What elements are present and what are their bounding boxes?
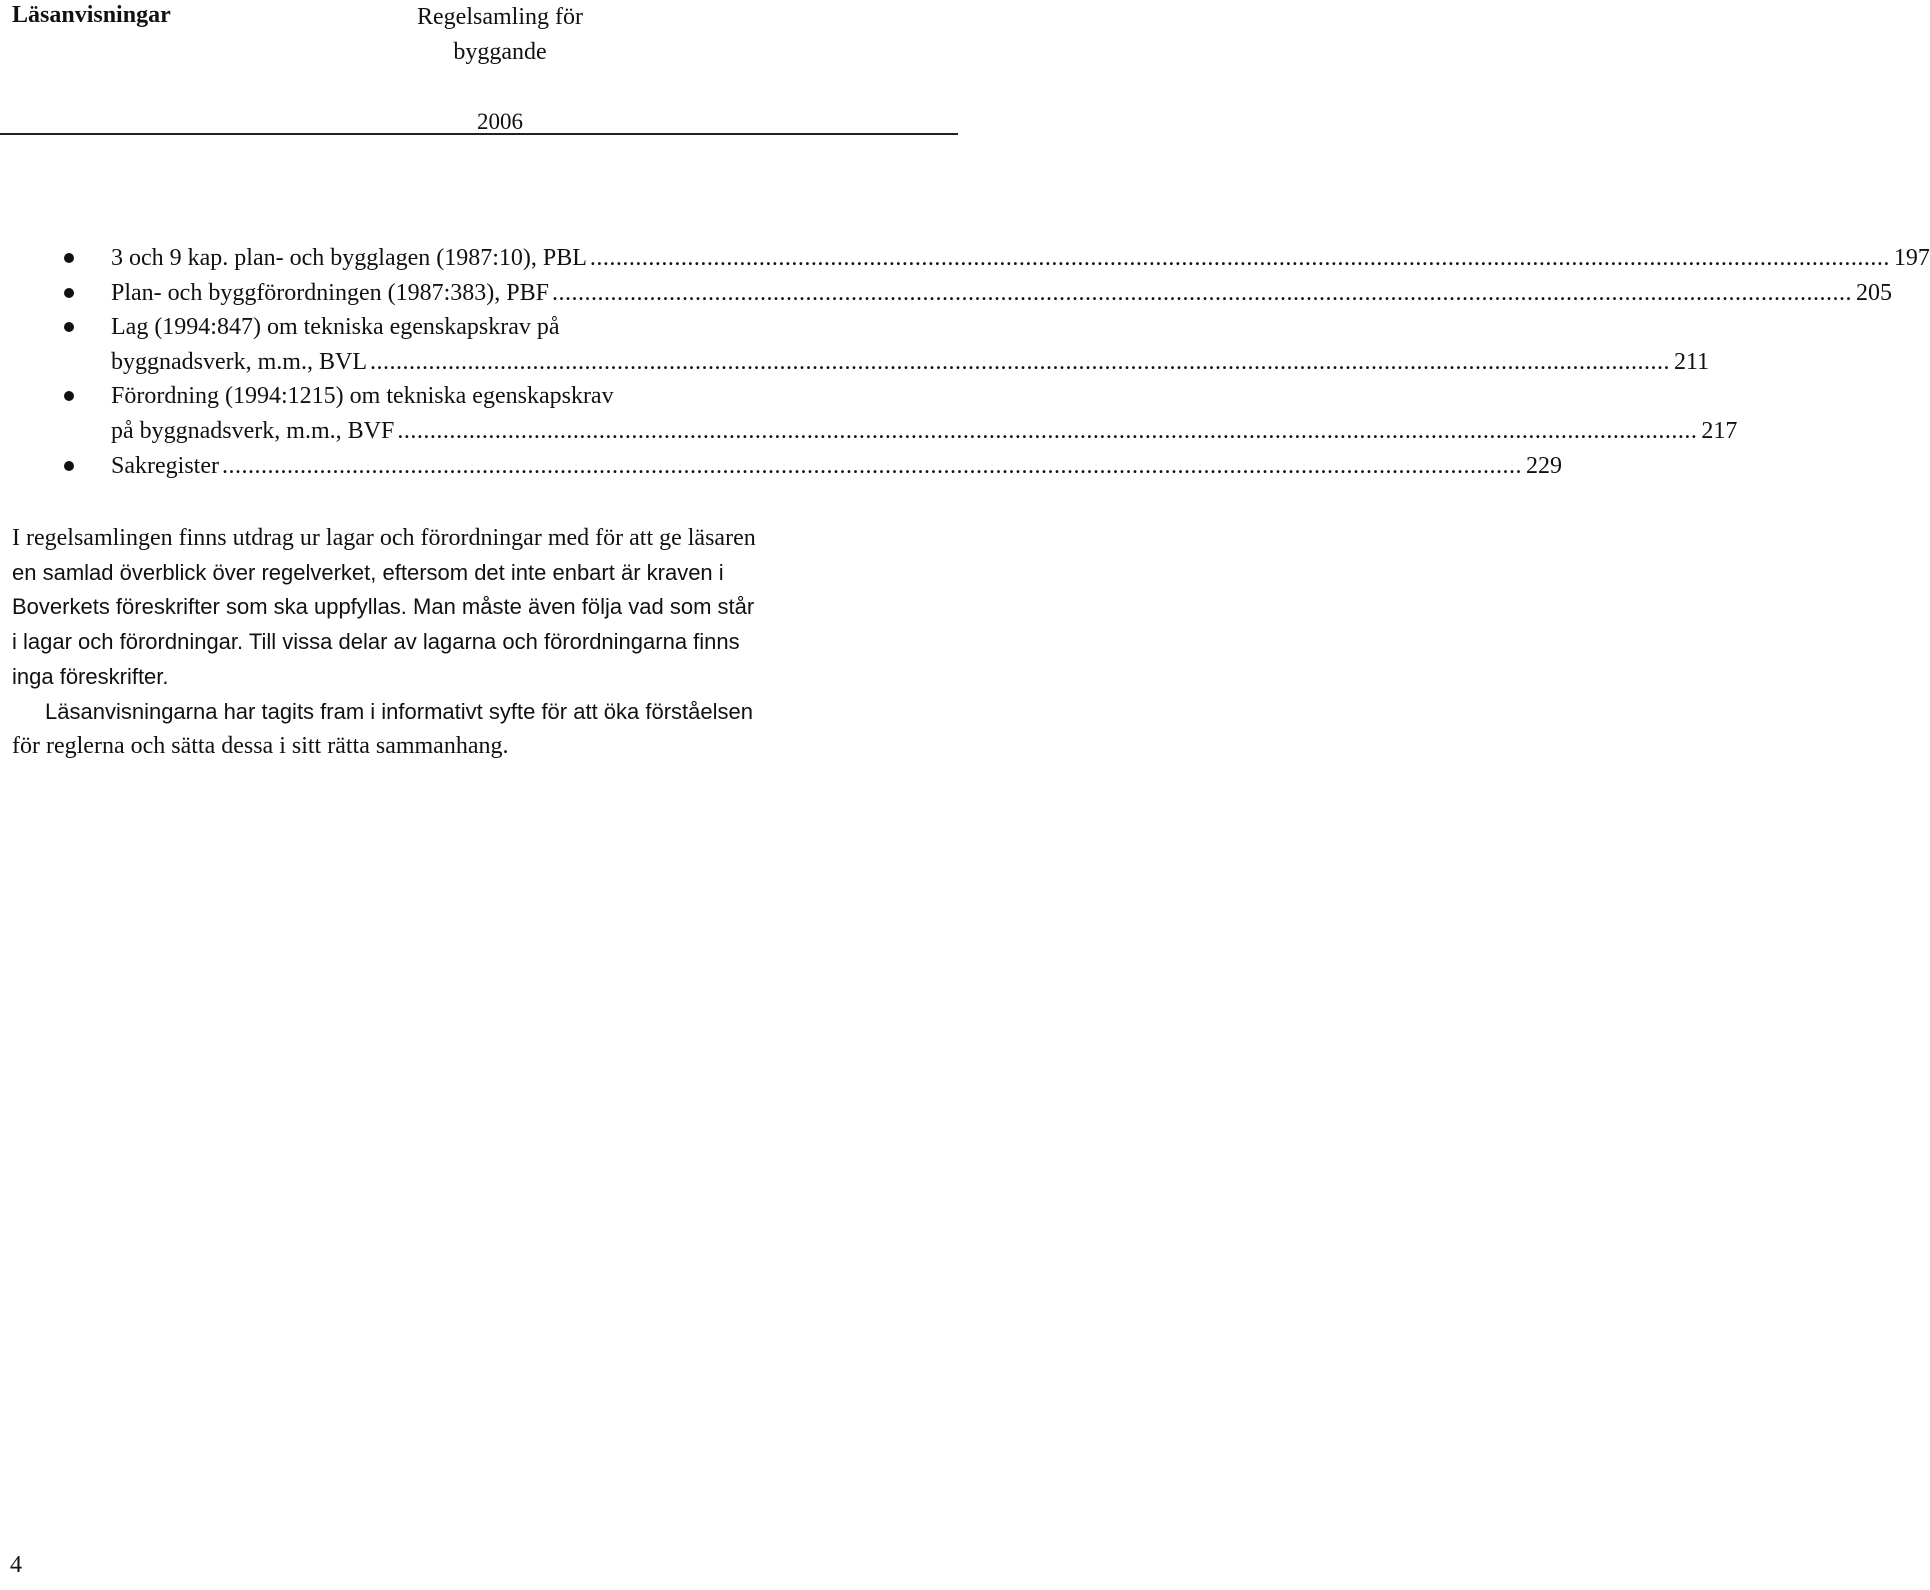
toc-entry-title: på byggnadsverk, m.m., BVF [111, 418, 395, 444]
paragraph-2-line-1: Läsanvisningarna har tagits fram i informativt syfte för att öka förståelsen [45, 698, 753, 724]
header-divider [0, 133, 958, 135]
bullet-icon [64, 253, 74, 263]
header-title-line-2: byggande [453, 39, 547, 65]
introduction-text [12, 521, 948, 764]
toc-entry-line [111, 310, 948, 344]
paragraph-2 [12, 695, 948, 764]
toc-entry-line [111, 414, 1738, 448]
toc-entry-title: Plan- och byggförordningen (1987:383), PBF [111, 279, 549, 306]
toc-entry-title: Förordning (1994:1215) om tekniska egenskapskrav [111, 383, 614, 410]
toc-page-number: 211 [1673, 348, 1710, 375]
bullet-icon [64, 391, 74, 401]
toc-dot-leader: ........................................................................................................................................................................................................ [589, 245, 1890, 271]
bullet-icon [64, 322, 74, 332]
paragraph-1-line-4: i lagar och förordningar. Till vissa delar av lagarna och förordningarna finns [12, 629, 740, 655]
toc-entry-title: byggnadsverk, m.m., BVL [111, 348, 367, 375]
bullet-icon [64, 461, 74, 471]
page-header [0, 0, 960, 135]
page-number: 4 [10, 1552, 22, 1578]
toc-page-number: 205 [1855, 279, 1892, 306]
toc-entry-line [111, 241, 1930, 275]
toc-entry-line [111, 449, 1562, 483]
toc-entry-line [111, 276, 1892, 310]
paragraph-1 [12, 521, 948, 695]
toc-entry-line [111, 345, 1710, 379]
paragraph-1-line-1: I regelsamlingen finns utdrag ur lagar och förordningar med för att ge läsaren [12, 525, 756, 551]
header-year: 2006 [477, 109, 523, 134]
toc-dot-leader: ........................................................................................................................................................................................................ [551, 279, 1852, 306]
header-title-line-1: Regelsamling för [417, 4, 583, 30]
paragraph-1-line-2: en samlad överblick över regelverket, eftersom det inte enbart är kraven i [12, 559, 724, 585]
paragraph-1-line-5: inga föreskrifter. [12, 663, 169, 689]
toc-page-number: 229 [1525, 452, 1562, 479]
bullet-icon [64, 288, 74, 298]
toc-page-number: 217 [1701, 418, 1738, 444]
toc-dot-leader: ........................................................................................................................................................................................................ [221, 452, 1522, 479]
toc-entry-line [111, 379, 948, 413]
paragraph-2-line-2: för reglerna och sätta dessa i sitt rätta sammanhang. [12, 733, 509, 760]
toc-dot-leader: ........................................................................................................................................................................................................ [369, 348, 1670, 375]
paragraph-1-line-3: Boverkets föreskrifter som ska uppfyllas. Man måste även följa vad som står [12, 594, 755, 620]
toc-dot-leader: ........................................................................................................................................................................................................ [397, 418, 1698, 444]
toc-entry-title: Sakregister [111, 452, 219, 479]
header-document-title [385, 0, 615, 137]
toc-page-number: 197 [1893, 245, 1930, 271]
toc-entry-title: Lag (1994:847) om tekniska egenskapskrav på [111, 314, 560, 341]
toc-entry-title: 3 och 9 kap. plan- och bygglagen (1987:10), PBL [111, 245, 587, 271]
header-section-title: Läsanvisningar [12, 2, 171, 28]
